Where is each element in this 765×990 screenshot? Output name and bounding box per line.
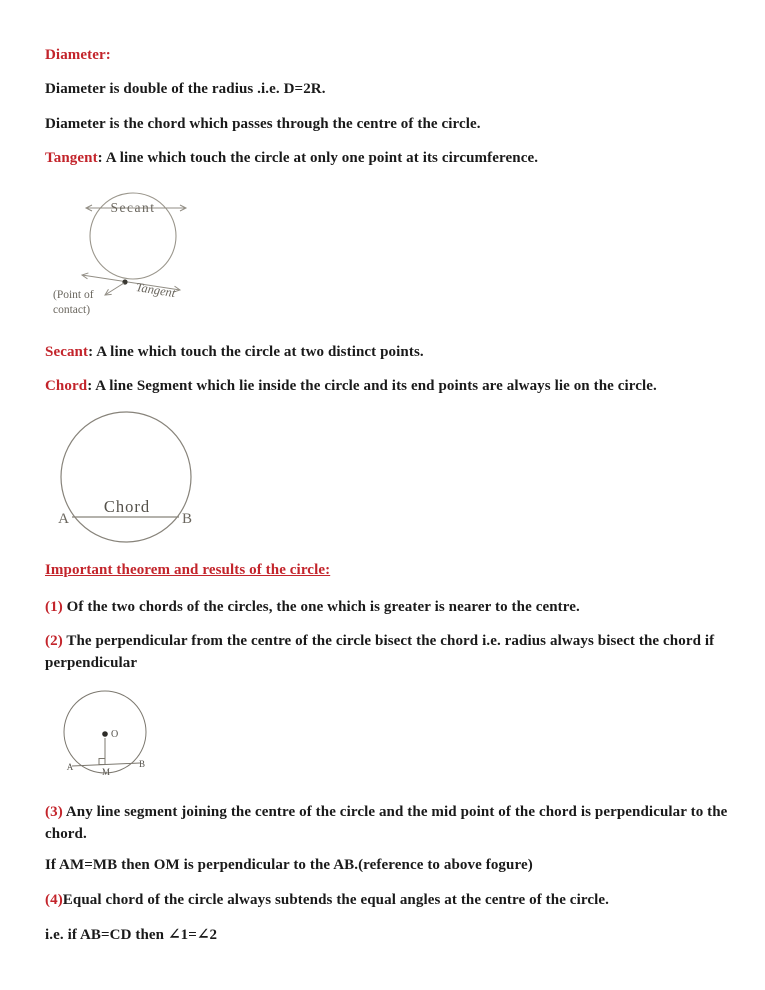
diameter-heading	[45, 44, 745, 66]
theorem-item-4	[45, 889, 745, 911]
theorem-item-3-text: Any line segment joining the centre of the circle and the mid point of the chord is perpendicular to the chord.	[45, 804, 728, 842]
chord-term: Chord	[45, 378, 88, 394]
item-3-note: If AM=MB then OM is perpendicular to the AB.(reference to above fogure)	[45, 857, 533, 873]
point-a-label: A	[58, 511, 69, 527]
tangent-def-text: : A line which touch the circle at only one point at its circumference.	[97, 150, 539, 166]
point-of-contact-label-line2: contact)	[53, 304, 91, 316]
diameter-heading-text: Diameter:	[45, 47, 111, 63]
secant-label: Secant	[110, 200, 156, 215]
theorem-item-2-number: (2)	[45, 633, 63, 649]
chord-def-text: : A line Segment which lie inside the circle and its end points are always lie on the circle.	[87, 378, 657, 394]
right-angle-mark	[99, 759, 105, 765]
point-a-label: A	[66, 762, 74, 772]
secant-definition	[45, 341, 745, 363]
perpendicular-bisector-figure	[50, 685, 180, 785]
diameter-line1: Diameter is double of the radius .i.e. D=2R.	[45, 81, 326, 97]
tangent-term: Tangent	[45, 150, 98, 166]
tangent-label: Tangent	[134, 280, 177, 301]
theorem-item-3-number: (3)	[45, 804, 63, 820]
chord-definition	[45, 375, 745, 397]
tangent-secant-figure	[48, 190, 258, 330]
contact-pointer-arrow	[105, 283, 124, 295]
theorem-item-1-number: (1)	[45, 599, 63, 615]
theorem-item-2-text: The perpendicular from the centre of the circle bisect the chord i.e. radius always bisect the chord if perpendicular	[45, 633, 715, 671]
secant-term: Secant	[45, 344, 89, 360]
centre-dot	[102, 731, 108, 737]
point-m-label: M	[101, 767, 111, 777]
theorem-item-4-number: (4)	[45, 892, 63, 908]
theorem-item-2	[45, 630, 737, 674]
circle-outline	[61, 412, 191, 542]
secant-def-text: : A line which touch the circle at two distinct points.	[88, 344, 424, 360]
point-of-contact-label-line1: (Point of	[53, 289, 94, 301]
tangent-definition	[45, 147, 745, 169]
diameter-line2: Diameter is the chord which passes through the centre of the circle.	[45, 116, 481, 132]
chord-figure-label: Chord	[103, 497, 151, 516]
item-4-note: i.e. if AB=CD then ∠1=∠2	[45, 927, 218, 943]
theorem-heading: Important theorem and results of the circle:	[45, 562, 331, 578]
centre-o-label: O	[111, 729, 119, 740]
chord-figure	[45, 400, 275, 560]
theorem-item-1-text: Of the two chords of the circles, the one which is greater is nearer to the centre.	[62, 599, 580, 615]
point-b-label: B	[138, 759, 146, 769]
point-b-label: B	[182, 511, 193, 527]
theorem-item-4-text: Equal chord of the circle always subtends the equal angles at the centre of the circle.	[62, 892, 609, 908]
theorem-item-1	[45, 596, 745, 618]
theorem-item-3	[45, 801, 737, 845]
